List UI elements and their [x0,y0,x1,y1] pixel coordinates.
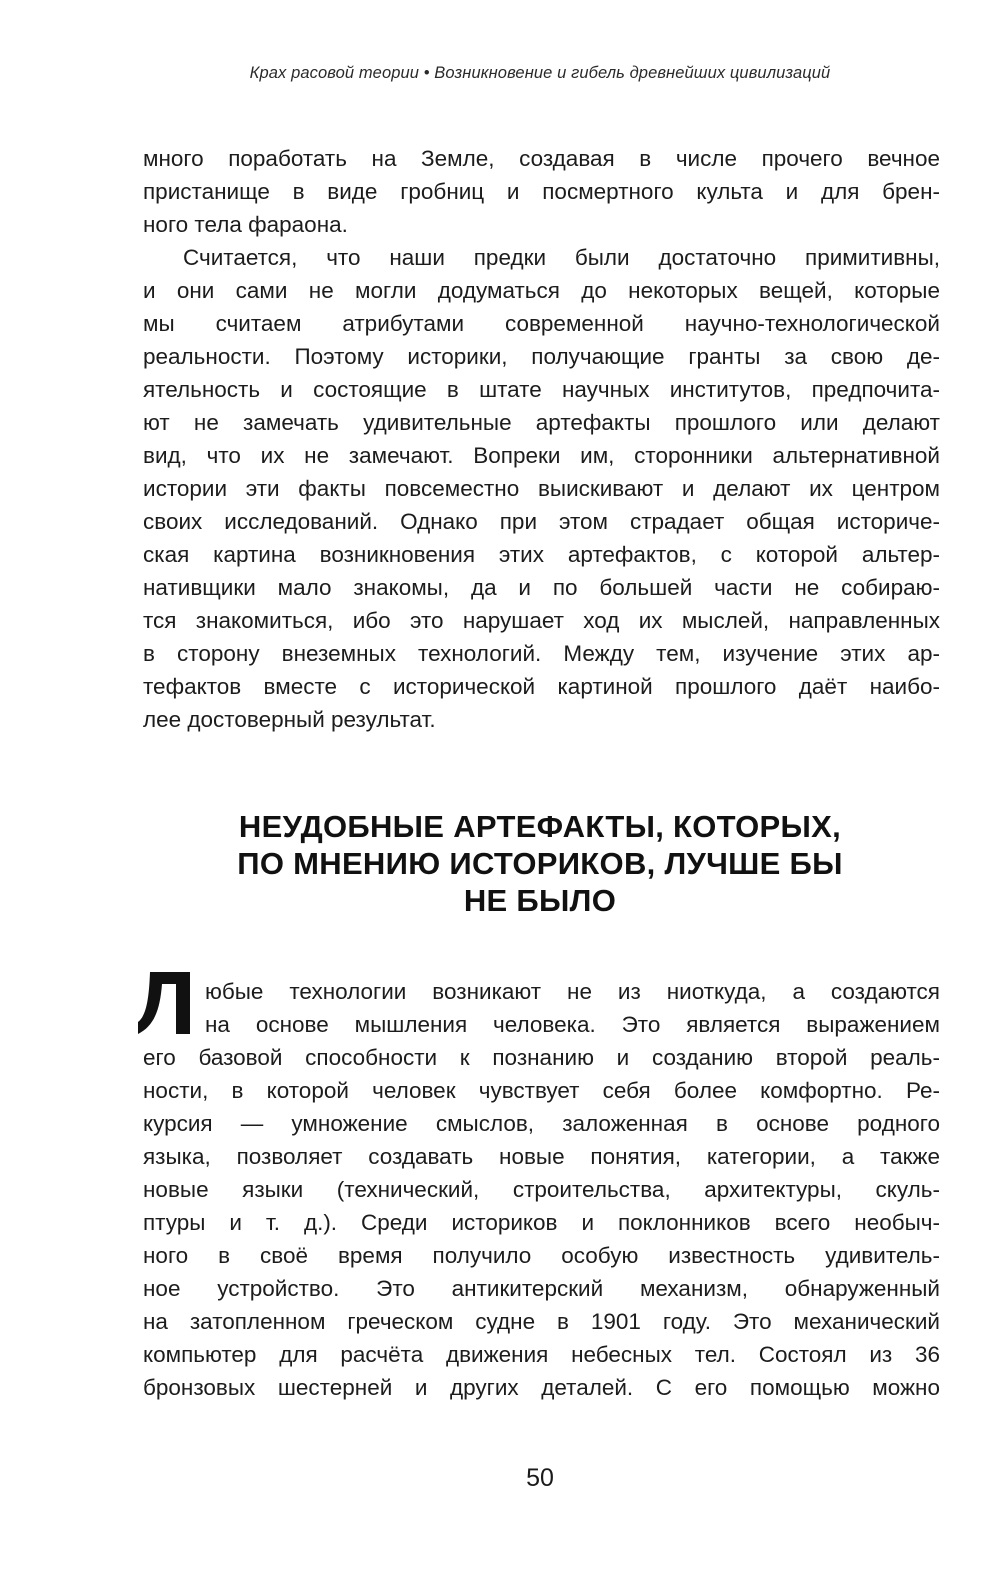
text-line: ности, в которой человек чувствует себя более комфортно. Ре- [143,1078,940,1103]
text-line: пристанище в виде гробниц и посмертного культа и для брен- [143,179,940,204]
text-line: тся знакомиться, ибо это нарушает ход их мыслей, направленных [143,608,940,633]
text-line: ятельность и состоящие в штате научных институтов, предпочита- [143,377,940,402]
body-text-bottom [143,975,940,1404]
text-line: новые языки (технический, строительства, архитектуры, скуль- [143,1177,940,1202]
text-line: вид, что их не замечают. Вопреки им, сторонники альтернативной [143,443,940,468]
text-line: юбые технологии возникают не из ниоткуда, а создаются [205,979,940,1004]
text-line: истории эти факты повсеместно выискивают и делают их центром [143,476,940,501]
text-line: ют не замечать удивительные артефакты прошлого или делают [143,410,940,435]
text-line: Считается, что наши предки были достаточно примитивны, [183,245,940,270]
text-line: реальности. Поэтому историки, получающие гранты за свою де- [143,344,940,369]
text-line: мы считаем атрибутами современной научно-технологической [143,311,940,336]
text-line: ное устройство. Это антикитерский механизм, обнаруженный [143,1276,940,1301]
text-line: языка, позволяет создавать новые понятия, категории, а также [143,1144,940,1169]
text-line: лее достоверный результат. [143,707,436,732]
text-line: ного в своё время получило особую известность удивитель- [143,1243,940,1268]
page-number: 50 [526,1464,554,1492]
running-header: Крах расовой теории • Возникновение и гибель древнейших цивилизаций [249,64,831,82]
body-text-top [143,142,940,736]
text-line: бронзовых шестерней и других деталей. С его помощью можно [143,1375,940,1400]
section-heading [140,808,940,919]
text-line: на затопленном греческом судне в 1901 году. Это механический [143,1309,940,1334]
heading-line: НЕ БЫЛО [463,883,617,918]
text-line: много поработать на Земле, создавая в числе прочего вечное [143,146,940,171]
text-line: тефактов вместе с исторической картиной прошлого даёт наибо- [143,674,940,699]
text-line: птуры и т. д.). Среди историков и поклонников всего необыч- [143,1210,940,1235]
text-line: нативщики мало знакомы, да и по большей части не собираю- [143,575,940,600]
text-line: своих исследований. Однако при этом страдает общая историче- [143,509,940,534]
text-line: курсия — умножение смыслов, заложенная в основе родного [143,1111,940,1136]
heading-line: НЕУДОБНЫЕ АРТЕФАКТЫ, КОТОРЫХ, [238,809,842,844]
text-line: компьютер для расчёта движения небесных тел. Состоял из 36 [143,1342,940,1367]
heading-line: ПО МНЕНИЮ ИСТОРИКОВ, ЛУЧШЕ БЫ [237,846,843,881]
text-line: его базовой способности к познанию и созданию второй реаль- [143,1045,940,1070]
text-line: в сторону внеземных технологий. Между тем, изучение этих ар- [143,641,940,666]
text-line: ская картина возникновения этих артефактов, с которой альтер- [143,542,940,567]
text-line: на основе мышления человека. Это является выражением [205,1012,940,1037]
text-line: ного тела фараона. [143,212,348,237]
text-line: и они сами не могли додуматься до некоторых вещей, которые [143,278,940,303]
